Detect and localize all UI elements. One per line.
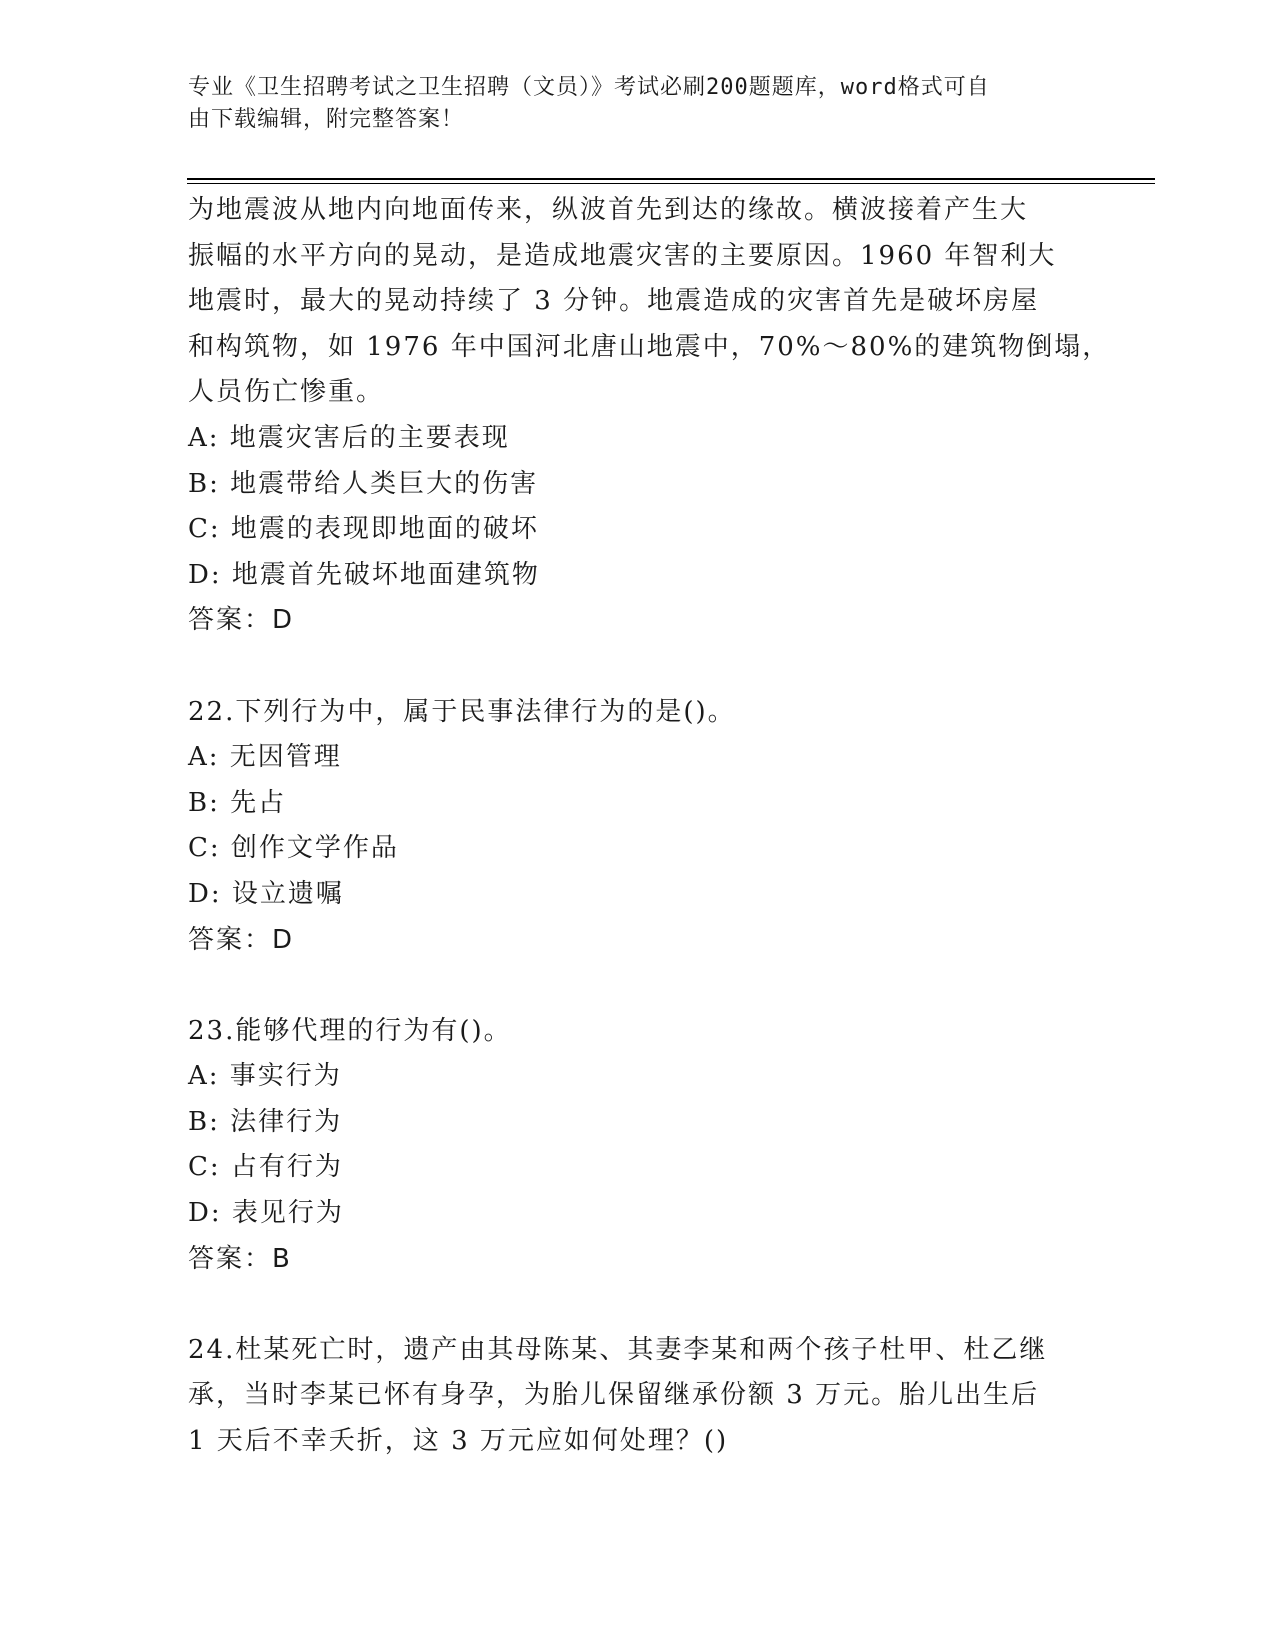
q21-option-b: B: 地震带给人类巨大的伤害 bbox=[188, 468, 539, 499]
q23-question: 23.能够代理的行为有()。 bbox=[188, 1015, 512, 1046]
q23-option-a: A: 事实行为 bbox=[188, 1061, 342, 1092]
spacer bbox=[188, 644, 1078, 690]
q22-question: 22.下列行为中，属于民事法律行为的是()。 bbox=[188, 696, 736, 727]
q22-option-c: C: 创作文学作品 bbox=[188, 833, 399, 864]
q22-answer: 答案：D bbox=[188, 924, 295, 955]
q23-option-b: B: 法律行为 bbox=[188, 1106, 343, 1137]
document-header bbox=[188, 72, 1088, 136]
q24-question-line: 承，当时李某已怀有身孕，为胎儿保留继承份额 3 万元。胎儿出生后 bbox=[188, 1380, 1040, 1411]
spacer bbox=[188, 1282, 1078, 1328]
q21-text-line: 振幅的水平方向的晃动，是造成地震灾害的主要原因。1960 年智利大 bbox=[188, 240, 1057, 271]
header-line-2: 由下载编辑，附完整答案！ bbox=[188, 107, 465, 132]
q21-option-d: D: 地震首先破坏地面建筑物 bbox=[188, 559, 540, 590]
document-body bbox=[188, 188, 1111, 1465]
q24-question-line: 24.杜某死亡时，遗产由其母陈某、其妻李某和两个孩子杜甲、杜乙继 bbox=[188, 1334, 1048, 1365]
q22-option-d: D: 设立遗嘱 bbox=[188, 878, 344, 909]
header-divider-thick bbox=[187, 178, 1155, 180]
q22-option-a: A: 无因管理 bbox=[188, 742, 342, 773]
q21-text-line: 和构筑物，如 1976 年中国河北唐山地震中，70%～80%的建筑物倒塌， bbox=[188, 331, 1111, 362]
q23-answer: 答案：B bbox=[188, 1243, 292, 1274]
q21-text-line: 为地震波从地内向地面传来，纵波首先到达的缘故。横波接着产生大 bbox=[188, 195, 1029, 225]
q21-text-line: 地震时，最大的晃动持续了 3 分钟。地震造成的灾害首先是破坏房屋 bbox=[188, 286, 1040, 317]
q23-option-c: C: 占有行为 bbox=[188, 1152, 343, 1183]
q24-question-line: 1 天后不幸夭折，这 3 万元应如何处理？() bbox=[188, 1426, 729, 1457]
q23-option-d: D: 表见行为 bbox=[188, 1198, 344, 1229]
q21-option-c: C: 地震的表现即地面的破坏 bbox=[188, 514, 539, 545]
q21-option-a: A: 地震灾害后的主要表现 bbox=[188, 422, 510, 453]
header-line-1: 专业《卫生招聘考试之卫生招聘（文员）》考试必刷200题题库，word格式可自 bbox=[188, 75, 990, 100]
q21-answer: 答案：D bbox=[188, 605, 295, 636]
header-divider-thin bbox=[187, 183, 1155, 184]
spacer bbox=[188, 963, 1078, 1009]
q21-text-line: 人员伤亡惨重。 bbox=[188, 377, 385, 408]
q22-option-b: B: 先占 bbox=[188, 787, 287, 818]
